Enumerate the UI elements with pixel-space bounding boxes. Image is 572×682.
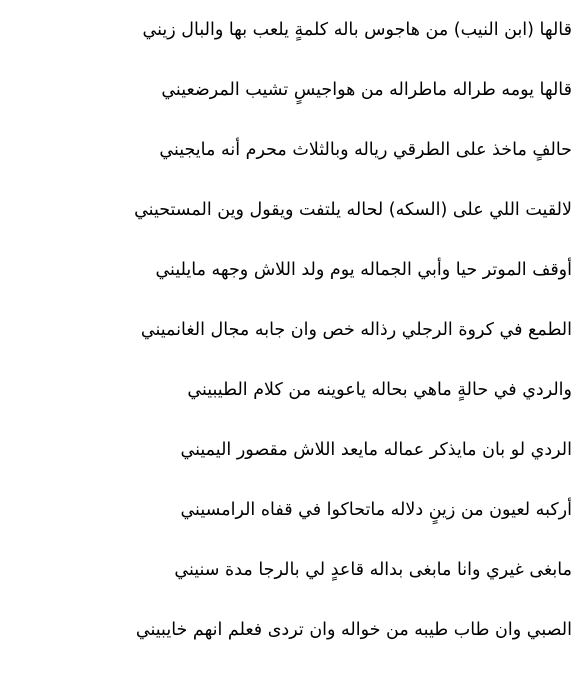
verse-line [0, 434, 572, 494]
verse-text: قالها (ابن النيب) من هاجوس باله كلمةٍ يلعب بها والبال زيني [142, 20, 572, 40]
verse-line [0, 74, 572, 134]
verse-line [0, 14, 572, 74]
verse-line [0, 554, 572, 614]
verse-text: أركبه لعيون من زينٍ دلاله ماتحاكوا في قفاه الرامسيني [180, 500, 572, 520]
verse-line [0, 494, 572, 554]
poem-verse-list [0, 14, 572, 674]
verse-text: الصبي وان طاب طيبه من خواله وان تردى فعلم انهم خايبيني [135, 620, 572, 640]
verse-text: والردي في حالةٍ ماهي بحاله ياعوينه من كلام الطيبيني [187, 380, 572, 400]
verse-text: لالقيت اللي على (السكه) لحاله يلتفت ويقول وين المستحيني [134, 200, 572, 220]
verse-text: قالها يومه طراله ماطراله من هواجيسٍ تشيب المرضعيني [161, 80, 572, 100]
verse-line [0, 134, 572, 194]
verse-line [0, 374, 572, 434]
verse-line [0, 314, 572, 374]
verse-text: الردي لو بان مايذكر عماله مايعد اللاش مقصور اليميني [180, 440, 572, 460]
verse-text: أوقف الموتر حيا وأبي الجماله يوم ولد اللاش وجهه مايليني [155, 260, 572, 280]
verse-line [0, 254, 572, 314]
verse-line [0, 194, 572, 254]
verse-line [0, 614, 572, 674]
verse-text: حالفٍ ماخذ على الطرقي رياله وبالثلاث محرم أنه مايجيني [159, 140, 572, 160]
verse-text: مابغى غيري وانا مابغى بداله قاعدٍ لي بالرجا مدة سنيني [174, 560, 572, 580]
verse-text: الطمع في كروة الرجلي رذاله خص وان جابه مجال الغانميني [140, 320, 572, 340]
